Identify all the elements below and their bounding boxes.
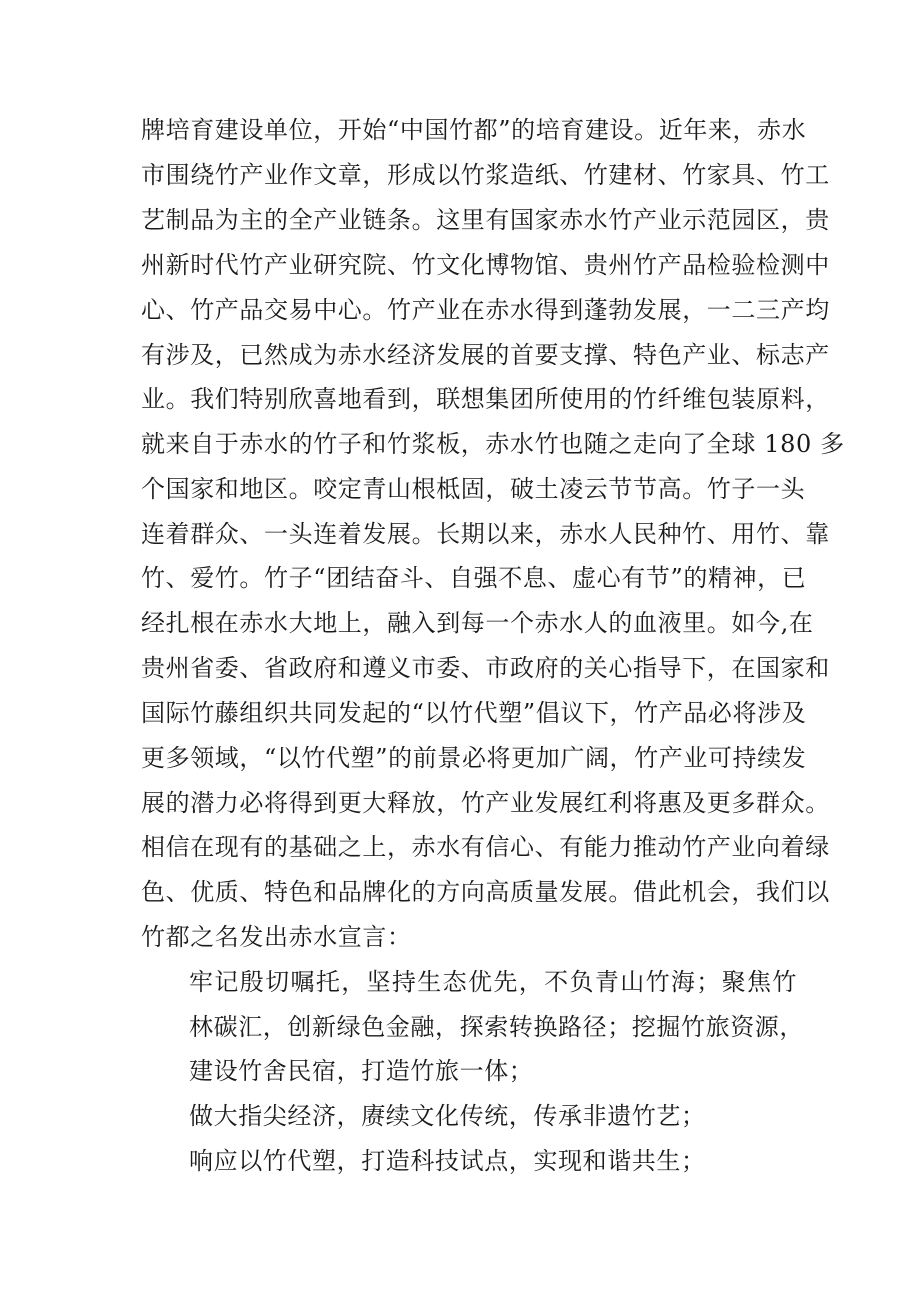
paragraph-line: 展的潜力必将得到更大释放，竹产业发展红利将惠及更多群众。 [141, 789, 830, 817]
paragraph-line: 艺制品为主的全产业链条。这里有国家赤水竹产业示范园区，贵 [141, 206, 830, 234]
declaration-line: 林碳汇，创新绿色金融，探索转换路径；挖掘竹旅资源， [189, 1013, 804, 1041]
declaration-line: 做大指尖经济，赓续文化传统，传承非遗竹艺； [189, 1102, 706, 1130]
paragraph-line: 贵州省委、省政府和遵义市委、市政府的关心指导下，在国家和 [141, 654, 830, 682]
paragraph-line: 就来自于赤水的竹子和竹浆板，赤水竹也随之走向了全球 180 多 [141, 430, 845, 458]
declaration-line: 响应以竹代塑，打造科技试点，实现和谐共生； [189, 1147, 706, 1175]
paragraph-line: 竹都之名发出赤水宣言： [141, 923, 412, 951]
declaration-line: 建设竹舍民宿，打造竹旅一体； [189, 1057, 534, 1085]
paragraph-line: 相信在现有的基础之上，赤水有信心、有能力推动竹产业向着绿 [141, 833, 830, 861]
paragraph-line: 国际竹藤组织共同发起的“以竹代塑”倡议下，竹产品必将涉及 [141, 699, 807, 727]
paragraph-line: 有涉及，已然成为赤水经济发展的首要支撑、特色产业、标志产 [141, 341, 830, 369]
paragraph-line: 牌培育建设单位，开始“中国竹都”的培育建设。近年来，赤水 [141, 116, 807, 144]
paragraph-line: 心、竹产品交易中心。竹产业在赤水得到蓬勃发展，一二三产均 [141, 296, 830, 324]
paragraph-line: 个国家和地区。咬定青山根柢固，破土凌云节节高。竹子一头 [141, 475, 806, 503]
paragraph-line: 州新时代竹产业研究院、竹文化博物馆、贵州竹产品检验检测中 [141, 251, 830, 279]
paragraph-line: 业。我们特别欣喜地看到，联想集团所使用的竹纤维包装原料， [141, 385, 830, 413]
paragraph-line: 经扎根在赤水大地上，融入到每一个赤水人的血液里。如今,在 [141, 609, 814, 637]
paragraph-line: 市围绕竹产业作文章，形成以竹浆造纸、竹建材、竹家具、竹工 [141, 161, 830, 189]
paragraph-line: 更多领域，“以竹代塑”的前景必将更加广阔，竹产业可持续发 [141, 744, 807, 772]
paragraph-line: 竹、爱竹。竹子“团结奋斗、自强不息、虚心有节”的精神，已 [141, 564, 807, 592]
paragraph-line: 色、优质、特色和品牌化的方向高质量发展。借此机会，我们以 [141, 878, 830, 906]
paragraph-line: 连着群众、一头连着发展。长期以来，赤水人民种竹、用竹、靠 [141, 520, 830, 548]
declaration-line: 牢记殷切嘱托，坚持生态优先，不负青山竹海；聚焦竹 [189, 968, 797, 996]
